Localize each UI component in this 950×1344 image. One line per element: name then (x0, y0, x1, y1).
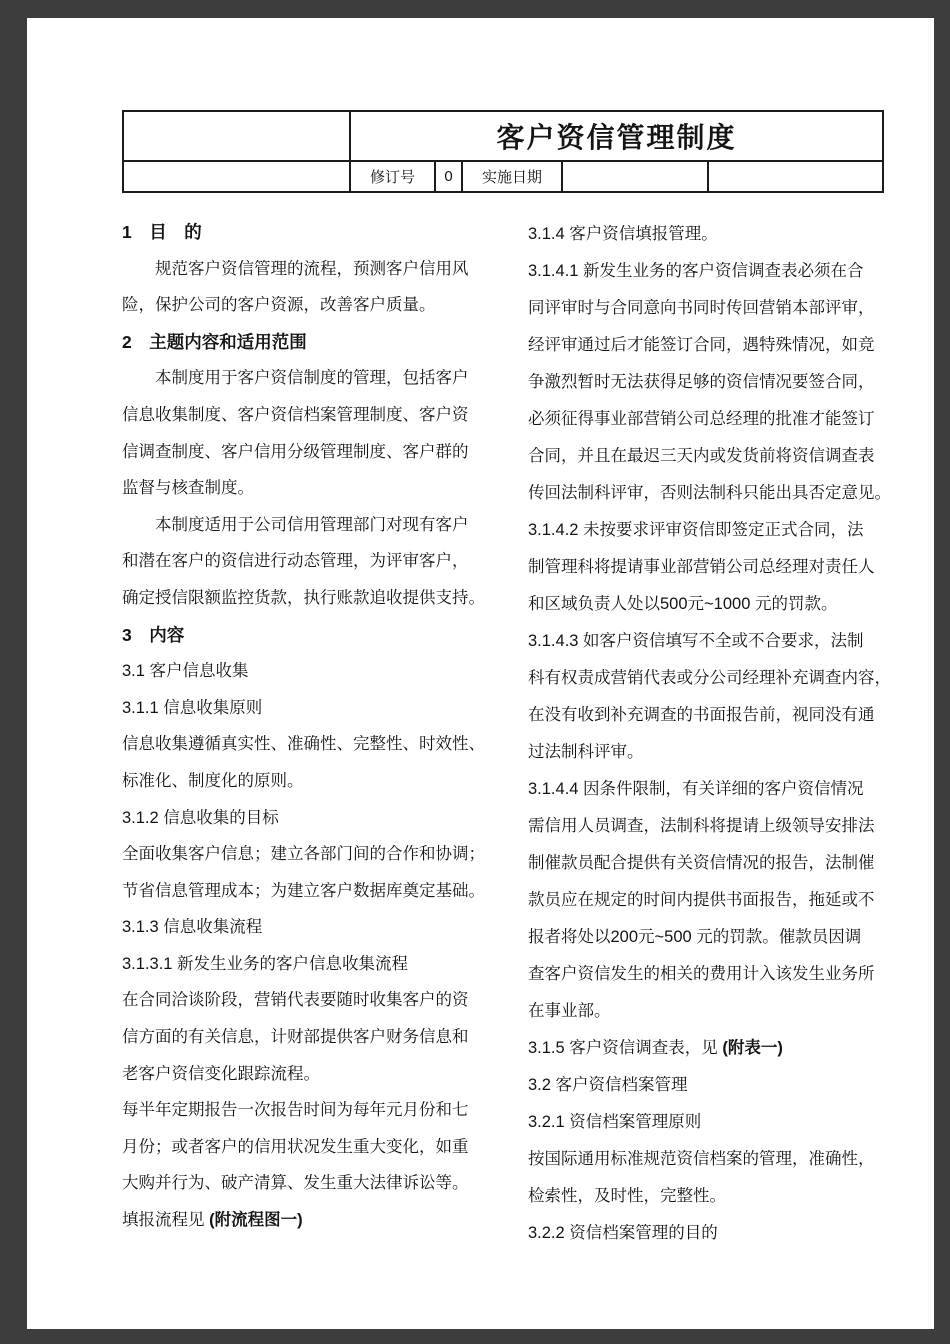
text-line (528, 956, 910, 993)
text-segment: 制催款员配合提供有关资信情况的报告，法制催 (528, 854, 875, 872)
text-line (528, 1178, 910, 1215)
text-line (122, 982, 504, 1019)
header-row-revision (124, 160, 882, 191)
text-line (528, 1104, 910, 1141)
text-segment: 3.1.4.2 未按要求评审资信即签定正式合同，法 (528, 521, 864, 539)
text-segment: 信调查制度、客户信用分级管理制度、客户群的 (122, 442, 469, 461)
text-segment: 查客户资信发生的相关的费用计入该发生业务所 (528, 965, 875, 983)
date-value-cell (561, 162, 707, 191)
text-segment: 本制度用于客户资信制度的管理，包括客户 (122, 369, 469, 388)
text-segment: 3.1.4.3 如客户资信填写不全或不合要求，法制 (528, 632, 864, 650)
text-segment: 3.1.3 信息收集流程 (122, 918, 263, 937)
text-segment: 老客户资信变化跟踪流程。 (122, 1064, 320, 1083)
text-segment: 信息收集遵循真实性、准确性、完整性、时效性、 (122, 735, 485, 754)
text-line (122, 251, 504, 288)
text-segment: 在合同洽谈阶段，营销代表要随时收集客户的资 (122, 991, 469, 1010)
text-segment: 和区域负责人处以500元~1000 元的罚款。 (528, 595, 838, 613)
text-line (528, 475, 910, 512)
text-segment-bold: (附流程图一) (209, 1211, 303, 1230)
text-segment: 在没有收到补充调查的书面报告前，视同没有通 (528, 706, 875, 724)
text-line (528, 512, 910, 549)
text-segment: 3.1.3.1 新发生业务的客户信息收集流程 (122, 954, 409, 973)
text-segment: 制管理科将提请事业部营销公司总经理对责任人 (528, 558, 875, 576)
text-line (122, 214, 504, 251)
text-segment: 信息收集制度、客户资信档案管理制度、客户资 (122, 405, 469, 424)
text-line (122, 507, 504, 544)
text-line (122, 324, 504, 361)
text-segment: 信方面的有关信息，计财部提供客户财务信息和 (122, 1028, 469, 1047)
text-line (122, 763, 504, 800)
text-segment: 过法制科评审。 (528, 743, 644, 761)
text-line (122, 800, 504, 837)
scan-border-top (0, 0, 950, 18)
header-table (122, 110, 884, 193)
text-line (122, 397, 504, 434)
text-segment: 月份；或者客户的信用状况发生重大变化，如重 (122, 1137, 469, 1156)
text-segment: 本制度适用于公司信用管理部门对现有客户 (122, 515, 469, 534)
text-line (528, 1067, 910, 1104)
text-segment: 经评审通过后才能签订合同，遇特殊情况，如竞 (528, 336, 875, 354)
text-line (122, 873, 504, 910)
header-empty-cell (124, 162, 349, 191)
text-line (528, 549, 910, 586)
text-segment: 节省信息管理成本；为建立客户数据库奠定基础。 (122, 881, 485, 900)
text-line (122, 909, 504, 946)
text-line (122, 1129, 504, 1166)
text-segment: 科有权责成营销代表或分公司经理补充调查内容， (528, 669, 891, 687)
text-line (528, 401, 910, 438)
text-segment: 每半年定期报告一次报告时间为每年元月份和七 (122, 1101, 469, 1120)
text-segment: 确定授信限额监控货款，执行账款追收提供支持。 (122, 588, 485, 607)
text-segment: 同评审时与合同意向书同时传回营销本部评审， (528, 299, 875, 317)
text-line (528, 327, 910, 364)
text-line (122, 836, 504, 873)
text-segment: 规范客户资信管理的流程，预测客户信用风 (122, 259, 469, 278)
text-line (528, 993, 910, 1030)
scan-border-right (934, 0, 950, 1344)
text-line (528, 1215, 910, 1252)
text-segment: 必须征得事业部营销公司总经理的批准才能签订 (528, 410, 875, 428)
text-segment: 检索性，及时性，完整性。 (528, 1187, 726, 1205)
text-segment: 3.2.2 资信档案管理的目的 (528, 1224, 718, 1242)
text-line (122, 287, 504, 324)
text-line (528, 216, 910, 253)
text-segment: 大购并行为、破产清算、发生重大法律诉讼等。 (122, 1174, 469, 1193)
text-line (122, 1019, 504, 1056)
text-segment-bold: (附表一) (722, 1039, 783, 1057)
text-line (122, 434, 504, 471)
text-line (528, 1141, 910, 1178)
text-line (528, 1030, 910, 1067)
text-line (528, 734, 910, 771)
text-segment: 全面收集客户信息；建立各部门间的合作和协调； (122, 845, 485, 864)
text-segment: 3.1.4.1 新发生业务的客户资信调查表必须在合 (528, 262, 864, 280)
text-line (528, 586, 910, 623)
revision-value: 0 (434, 162, 461, 191)
scan-border-left (0, 0, 27, 1344)
text-segment: 款员应在规定的时间内提供书面报告，拖延或不 (528, 891, 875, 909)
header-row-title (124, 112, 882, 160)
text-segment: 3.2 客户资信档案管理 (528, 1076, 688, 1094)
text-line (528, 660, 910, 697)
document-title: 客户资信管理制度 (349, 112, 882, 160)
text-line (528, 919, 910, 956)
text-segment: 3.1.4 客户资信填报管理。 (528, 225, 718, 243)
text-line (122, 726, 504, 763)
date-label: 实施日期 (461, 162, 561, 191)
revision-label: 修订号 (349, 162, 434, 191)
header-extra-cell (707, 162, 882, 191)
text-segment: 3.1.4.4 因条件限制，有关详细的客户资信情况 (528, 780, 864, 798)
text-line (122, 580, 504, 617)
text-segment: 3.1.2 信息收集的目标 (122, 808, 279, 827)
text-segment: 在事业部。 (528, 1002, 611, 1020)
text-segment: 3.1.5 客户资信调查表，见 (528, 1039, 723, 1057)
text-line (122, 617, 504, 654)
text-line (122, 1056, 504, 1093)
text-segment: 合同，并且在最迟三天内或发货前将资信调查表 (528, 447, 875, 465)
text-segment: 按国际通用标准规范资信档案的管理，准确性， (528, 1150, 875, 1168)
text-line (528, 808, 910, 845)
text-line (528, 845, 910, 882)
text-line (122, 360, 504, 397)
body-column-right (528, 216, 910, 1252)
text-segment: 需信用人员调查，法制科将提请上级领导安排法 (528, 817, 875, 835)
text-segment: 监督与核查制度。 (122, 479, 254, 498)
text-line (528, 771, 910, 808)
text-segment: 标准化、制度化的原则。 (122, 771, 304, 790)
text-segment: 2 主题内容和适用范围 (122, 331, 307, 352)
text-line (528, 623, 910, 660)
text-segment: 传回法制科评审，否则法制科只能出具否定意见。 (528, 484, 891, 502)
text-segment: 险，保护公司的客户资源，改善客户质量。 (122, 296, 436, 315)
text-line (528, 364, 910, 401)
text-line (122, 946, 504, 983)
text-segment: 3.2.1 资信档案管理原则 (528, 1113, 702, 1131)
text-line (122, 543, 504, 580)
text-line (122, 653, 504, 690)
text-segment: 3.1.1 信息收集原则 (122, 698, 263, 717)
text-line (122, 1092, 504, 1129)
text-line (528, 290, 910, 327)
text-segment: 和潜在客户的资信进行动态管理，为评审客户， (122, 552, 469, 571)
text-segment: 3.1 客户信息收集 (122, 662, 249, 681)
text-segment: 争激烈暂时无法获得足够的资信情况要签合同， (528, 373, 875, 391)
text-line (528, 697, 910, 734)
text-line (528, 438, 910, 475)
text-line (528, 253, 910, 290)
text-line (122, 690, 504, 727)
text-line (122, 1165, 504, 1202)
text-line (122, 1202, 504, 1239)
header-logo-cell (124, 112, 349, 160)
text-segment: 3 内容 (122, 624, 185, 645)
text-segment: 填报流程见 (122, 1211, 210, 1230)
text-segment: 报者将处以200元~500 元的罚款。催款员因调 (528, 928, 862, 946)
scan-border-bottom (0, 1329, 950, 1344)
body-column-left (122, 214, 504, 1239)
text-segment: 1 目 的 (122, 222, 202, 242)
text-line (122, 470, 504, 507)
text-line (528, 882, 910, 919)
